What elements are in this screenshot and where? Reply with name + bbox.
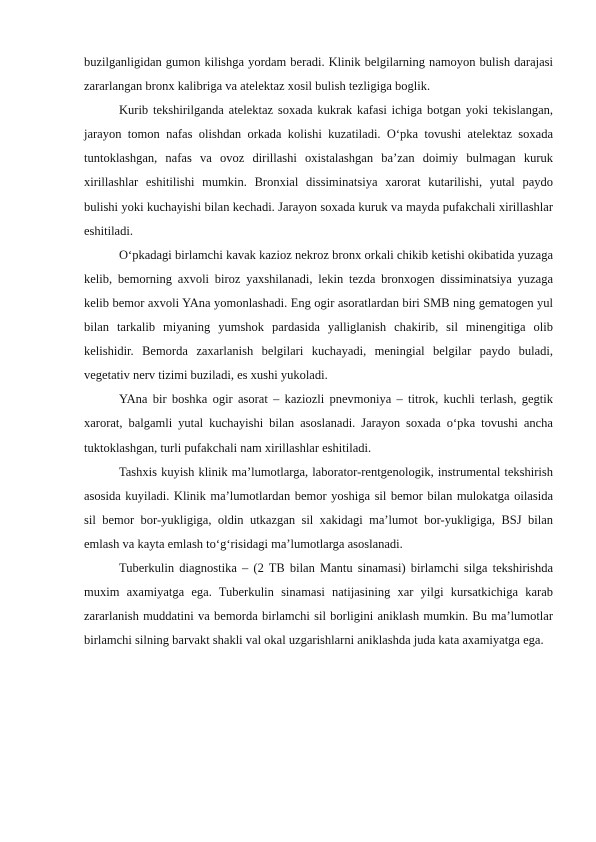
paragraph-5: Tashxis kuyish klinik ma’lumotlarga, laborator-rentgenologik, instrumental tekshirish asosida kuyiladi. Klinik ma’lumotlardan bemor yoshiga sil bemor bilan mulokatga oilasida sil bemor bor-yukligiga, oldin utkazgan sil xakidagi ma’lumot bor-yukligiga, BSJ bilan emlash va kayta emlash to‘g‘risidagi ma’lumotlarga asoslanadi. — [84, 464, 553, 551]
paragraph-1: buzilganligidan gumon kilishga yordam beradi. Klinik belgilarning namoyon bulish darajasi zararlangan bronx kalibriga va atelektaz xosil bulish tezligiga boglik. — [84, 55, 553, 94]
paragraph-3: O‘pkadagi birlamchi kavak kazioz nekroz bronx orkali chikib ketishi okibatida yuzaga kelib, bemorning axvoli biroz yaxshilanadi, lekin tezda bronxogen dissiminatsiya yuzaga kelib bemor axvoli YAna yomonlashadi. Eng ogir asoratlardan biri SMB ning gematogen yul bilan tarkalib miyaning yumshok pardasida yalliglanish chakirib, sil minengitiga olib kelishidir. Bemorda zaxarlanish belgilari kuchayadi, meningial belgilar paydo buladi, vegetativ nerv tizimi buziladi, es xushi yukoladi. — [84, 247, 553, 383]
paragraph-6: Tuberkulin diagnostika – (2 TB bilan Mantu sinamasi) birlamchi silga tekshirishda muxim axamiyatga ega. Tuberkulin sinamasi natijasining xar yilgi kursatkichiga karab zararlanish muddatini va bemorda birlamchi sil borligini aniklash mumkin. Bu ma’lumotlar birlamchi silning barvakt shakli val okal uzgarishlarni aniklashda juda kata axamiyatga ega. — [84, 560, 553, 648]
document-body — [84, 50, 553, 652]
paragraph-4: YAna bir boshka ogir asorat – kaziozli pnevmoniya – titrok, kuchli terlash, gegtik xarorat, balgamli yutal kuchayishi bilan asoslanadi. Jarayon soxada o‘pka tovushi ancha tuktoklashgan, turli pufakchali nam xirillashlar eshitiladi. — [84, 392, 553, 455]
paragraph-2: Kurib tekshirilganda atelektaz soxada kukrak kafasi ichiga botgan yoki tekislangan, jarayon tomon nafas olishdan orkada kolishi kuzatiladi. O‘pka tovushi atelektaz soxada tuntoklashgan, nafas va ovoz dirillashi oxistalashgan ba’zan doimiy bulmagan kuruk xirillashlar eshitilishi mumkin. Bronxial dissiminatsiya xarorat kutarilishi, yutal paydo bulishi yoki kuchayishi bilan kechadi. Jarayon soxada kuruk va mayda pufakchali xirillashlar eshitiladi. — [84, 103, 553, 238]
